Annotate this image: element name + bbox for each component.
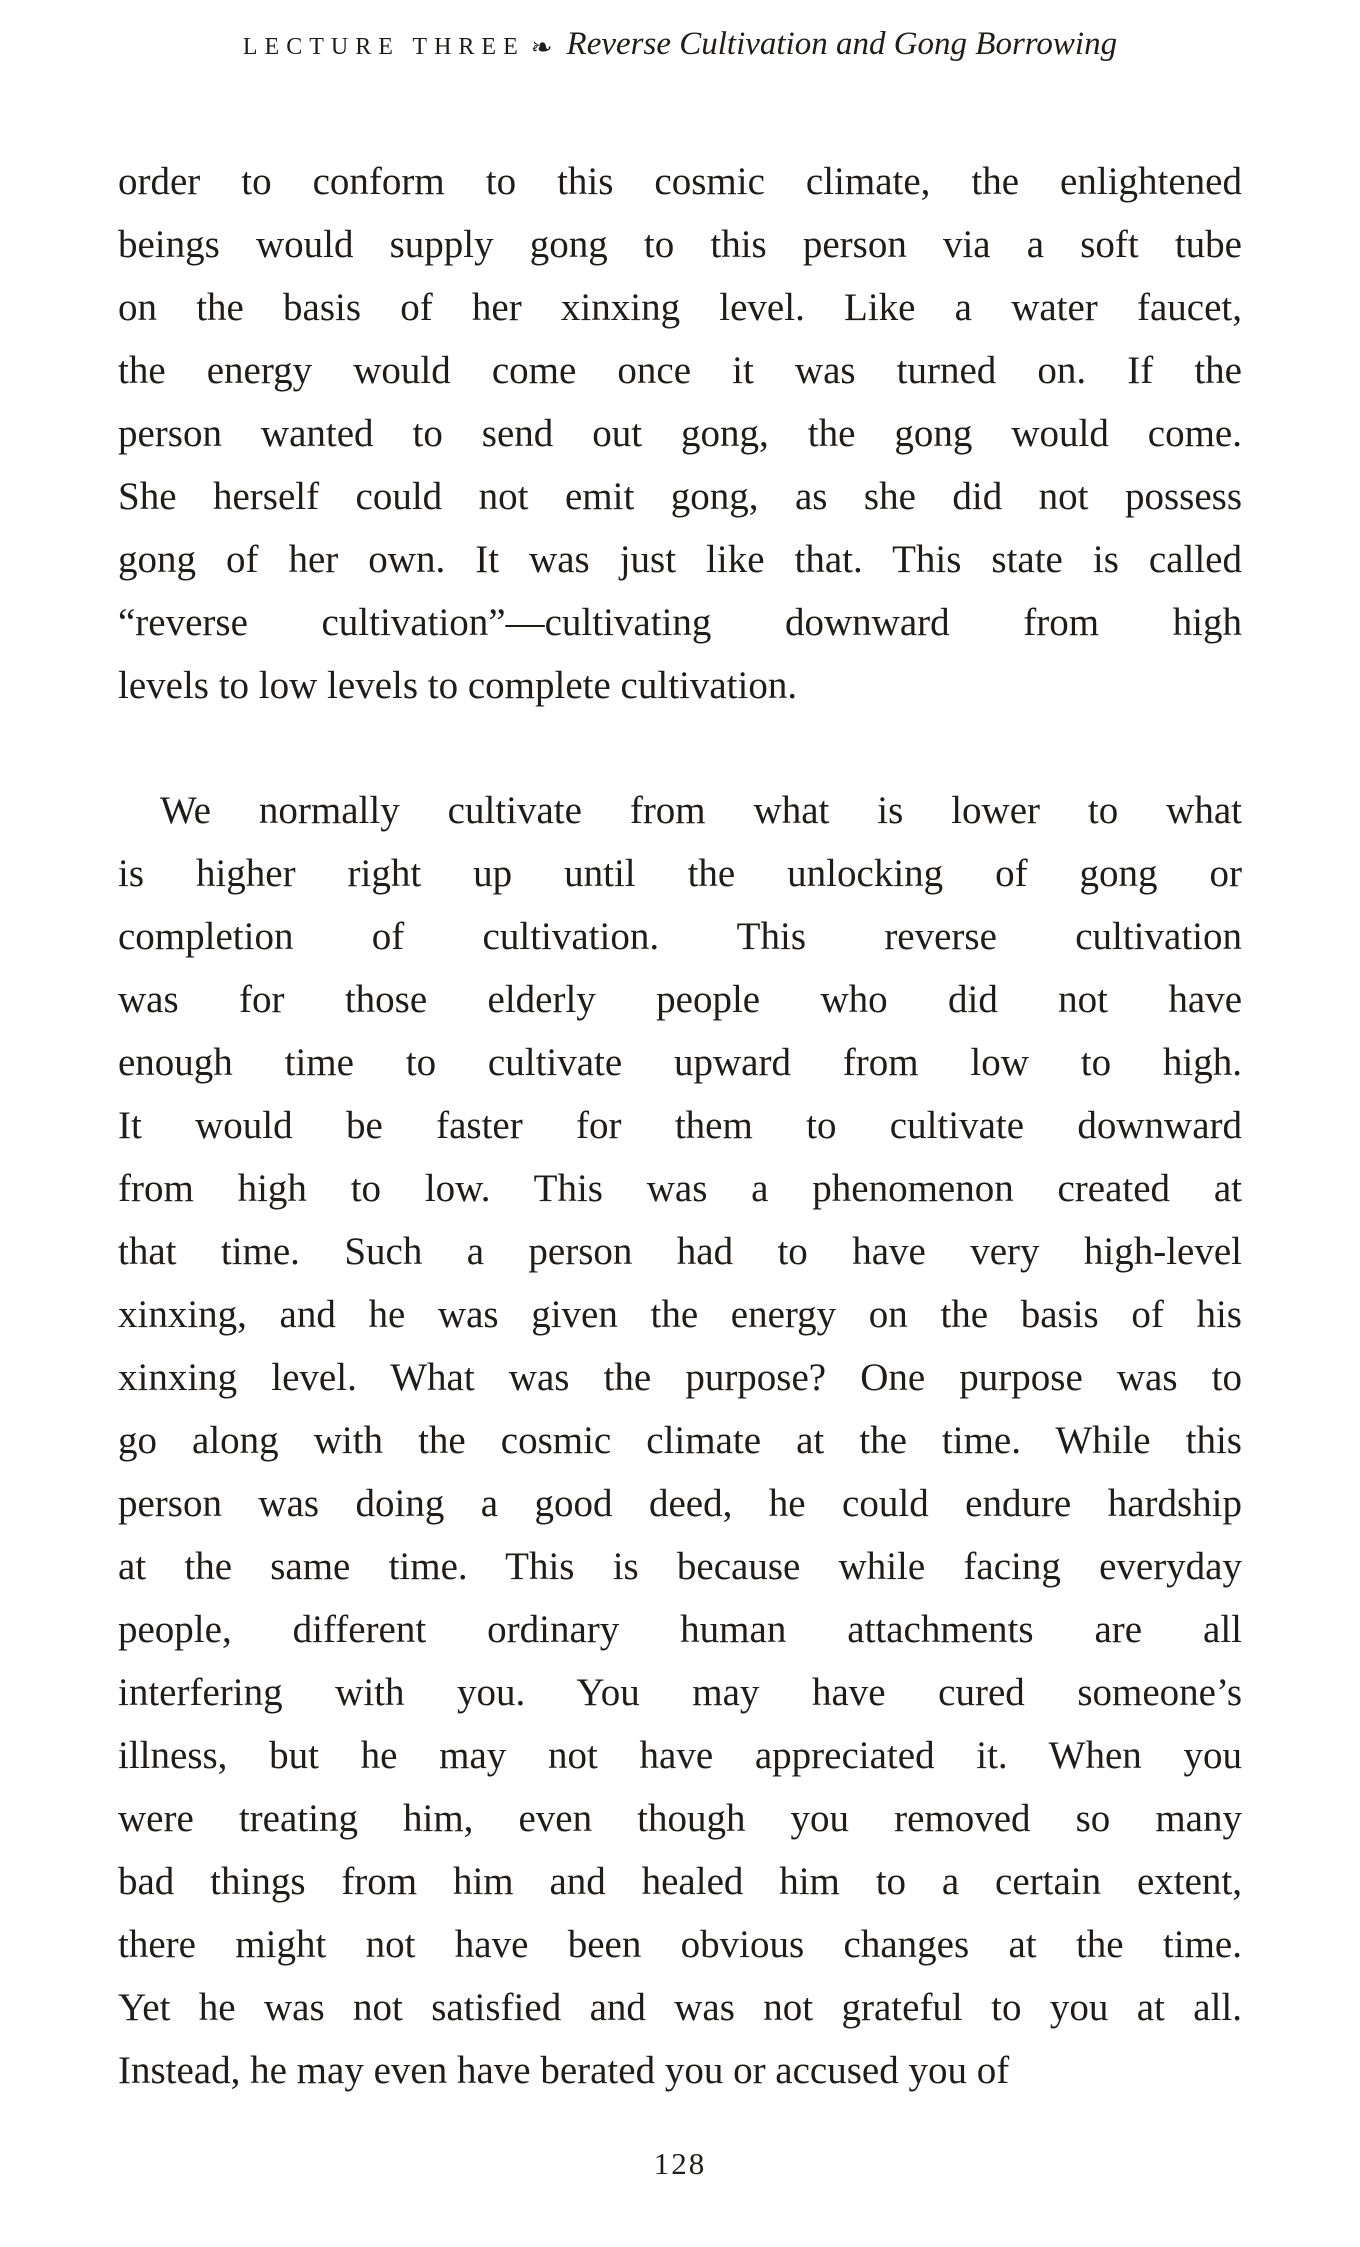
text-line: order to conform to this cosmic climate, the enlightened <box>118 160 1242 203</box>
text-line: enough time to cultivate upward from low to high. <box>118 1041 1242 1084</box>
text-line: completion of cultivation. This reverse cultivation <box>118 915 1242 958</box>
text-line: go along with the cosmic climate at the time. While this <box>118 1419 1242 1462</box>
text-line: interfering with you. You may have cured someone’s <box>118 1671 1242 1714</box>
text-line: the energy would come once it was turned on. If the <box>118 349 1242 392</box>
text-line: there might not have been obvious changes at the time. <box>118 1923 1242 1966</box>
text-line: gong of her own. It was just like that. This state is called <box>118 538 1242 581</box>
running-header-lecture-label: LECTURE THREE <box>242 34 525 60</box>
page-footer <box>0 2146 1360 2182</box>
text-line: people, different ordinary human attachments are all <box>118 1608 1242 1651</box>
text-line: Yet he was not satisfied and was not grateful to you at all. <box>118 1986 1242 2029</box>
page-number: 128 <box>653 2146 707 2181</box>
text-line: bad things from him and healed him to a certain extent, <box>118 1860 1242 1903</box>
paragraph <box>118 150 1242 717</box>
running-header-chapter-title: Reverse Cultivation and Gong Borrowing <box>566 26 1118 62</box>
text-line: xinxing level. What was the purpose? One purpose was to <box>118 1356 1242 1399</box>
text-line: is higher right up until the unlocking of gong or <box>118 852 1242 895</box>
text-line: beings would supply gong to this person via a soft tube <box>118 223 1242 266</box>
text-line: was for those elderly people who did not have <box>118 978 1242 1021</box>
text-line: that time. Such a person had to have very high-level <box>118 1230 1242 1273</box>
running-header <box>0 26 1360 63</box>
text-line: person was doing a good deed, he could endure hardship <box>118 1482 1242 1525</box>
fleuron-ornament-icon: ❧ <box>530 33 553 62</box>
text-line: “reverse cultivation”—cultivating downward from high <box>118 601 1242 644</box>
text-line: Instead, he may even have berated you or accused you of <box>118 2049 1010 2092</box>
paragraph <box>118 779 1242 2102</box>
text-line: We normally cultivate from what is lower to what <box>160 789 1242 832</box>
text-line: person wanted to send out gong, the gong would come. <box>118 412 1242 455</box>
text-line: from high to low. This was a phenomenon created at <box>118 1167 1242 1210</box>
text-line: levels to low levels to complete cultivation. <box>118 664 798 707</box>
text-line: were treating him, even though you removed so many <box>118 1797 1242 1840</box>
text-line: She herself could not emit gong, as she did not possess <box>118 475 1242 518</box>
text-line: It would be faster for them to cultivate downward <box>118 1104 1242 1147</box>
text-line: on the basis of her xinxing level. Like a water faucet, <box>118 286 1242 329</box>
text-line: xinxing, and he was given the energy on the basis of his <box>118 1293 1242 1336</box>
text-line: illness, but he may not have appreciated it. When you <box>118 1734 1242 1777</box>
body-text <box>118 150 1242 2102</box>
text-line: at the same time. This is because while facing everyday <box>118 1545 1242 1588</box>
